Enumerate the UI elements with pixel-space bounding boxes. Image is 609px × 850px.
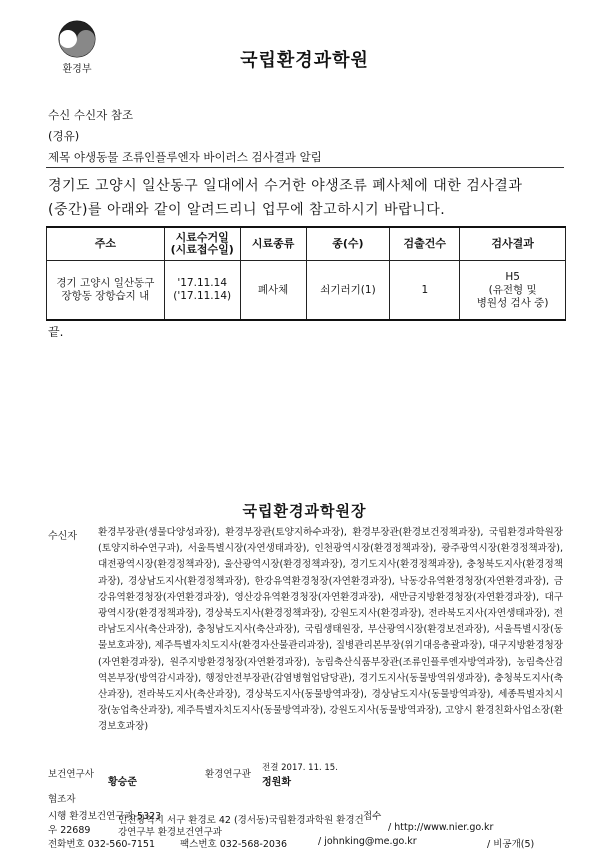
email-address[interactable]: / johnking@me.go.kr [318,836,417,847]
website-link[interactable]: / http://www.nier.go.kr [388,822,494,833]
table-header-row [47,227,566,261]
sender-title: 국립환경과학원장 [242,502,367,520]
divider [46,167,564,168]
recipients-label: 수신자 [48,531,77,542]
body-line-1: 경기도 고양시 일산동구 일대에서 수거한 야생조류 폐사체에 대한 검사결과 [48,178,523,194]
results-table [46,226,566,321]
recipients-list: 환경부장관(생물다양성과장), 환경부장관(토양지하수과장), 환경부장관(환경보건정책과장), 국립환경과학원장(토양지하수연구과), 서울특별시장(자연생태과장), 인천광역시장(환경정책과장), 광주광역시장(환경정책과장), 대전광역시장(환경정책과장), 울산광역시장(환경정책과장), 경기도지사(환경정책과장), 충청북도지사(환경정책과장), 경상남도지사(환경정책과장), 한강유역환경청장(자연환경과장), 낙동강유역환경청장(자연환경과장), 금강유역환경청장(자연환경과장), 영산강유역환경청장(자연환경과장), 새만금지방환경청장(자연환경과장), 대구광역시장(환경정책과장), 경상북도지사(환경정책과장), 강원도지사(환경과장), 전라북도지사(자연생태과장), 전라남도지사(축산과장), 충청남도지사(축산과장), 국립생태원장, 부산광역시장(환경보전과장), 서울특별시장(동물보호과장), 제주특별자치도지사(환경자산물관리과장), 질병관리본부장(위기대응총괄과장), 대구지방환경청장(자연환경과장), 원주지방환경청장(자연환경과장), 농림축산식품부장관(조류인플루엔자방역과장), 농림축산검역본부장(방역감시과장), 행정안전부장관(감염병협업담당관), 경기도지사(동물방역위생과장), 충청북도지사(축산과장), 전라북도지사(축산과장), 경상북도지사(동물방역과장), 경상남도지사(동물방역과장), 세종특별자치시장(농업축산과장), 제주특별자치도지사(동물방역과장), 강원도지사(동물방역과장), 고양시 환경친화사업소장(환경보호과장) [98,527,563,733]
phone-number: 전화번호 032-560-7151 [48,839,156,850]
cell-sample-type: 폐사체 [240,261,306,321]
end-mark: 끝. [48,325,64,339]
col-header-collection-date: 시료수거일 (시료접수일) [164,227,240,261]
approval-date: 전결 2017. 11. 15. [262,763,338,773]
receipt-label: 접수 [363,811,382,822]
cell-species: 쇠기러기(1) [306,261,390,321]
ministry-label: 환경부 [62,64,92,75]
recipient-line: 수신 수신자 참조 [48,108,134,122]
document-title: 국립환경과학원 [240,50,369,71]
cell-collection-date: '17.11.14 ('17.11.14) [164,261,240,321]
col-header-sample-type: 시료종류 [240,227,306,261]
col-header-species: 종(수) [306,227,390,261]
researcher-label: 보건연구사 [48,769,94,780]
postal-code: 우 22689 [48,825,91,836]
official-label: 환경연구관 [205,769,251,780]
body-paragraph [48,174,568,222]
disclosure-status: / 비공개(5) [487,839,535,850]
table-row [47,261,566,321]
address-line-1: 인천광역시 서구 환경로 42 (경서동)국립환경과학원 환경건 [118,815,364,826]
cell-result: H5 (유전형 및 병원성 검사 중) [460,261,566,321]
col-header-detections: 검출건수 [390,227,460,261]
cell-address: 경기 고양시 일산동구 장항동 장항습지 내 [47,261,165,321]
enforcement-text: 시행 환경보건연구과-5323 [48,811,162,822]
cell-detections: 1 [390,261,460,321]
col-header-address: 주소 [47,227,165,261]
cooperator-label: 협조자 [48,794,76,805]
address-line-2: 강연구부 환경보건연구과 [118,827,222,838]
col-header-result: 검사결과 [460,227,566,261]
body-line-2: (중간)를 아래와 같이 알려드리니 업무에 참고하시기 바랍니다. [48,202,446,218]
via-line: (경유) [48,129,80,143]
fax-number: 팩스번호 032-568-2036 [180,839,288,850]
official-name: 정원화 [262,777,291,788]
researcher-name: 황승준 [108,777,137,788]
subject-line: 제목 야생동물 조류인플루엔자 바이러스 검사결과 알림 [48,150,322,164]
